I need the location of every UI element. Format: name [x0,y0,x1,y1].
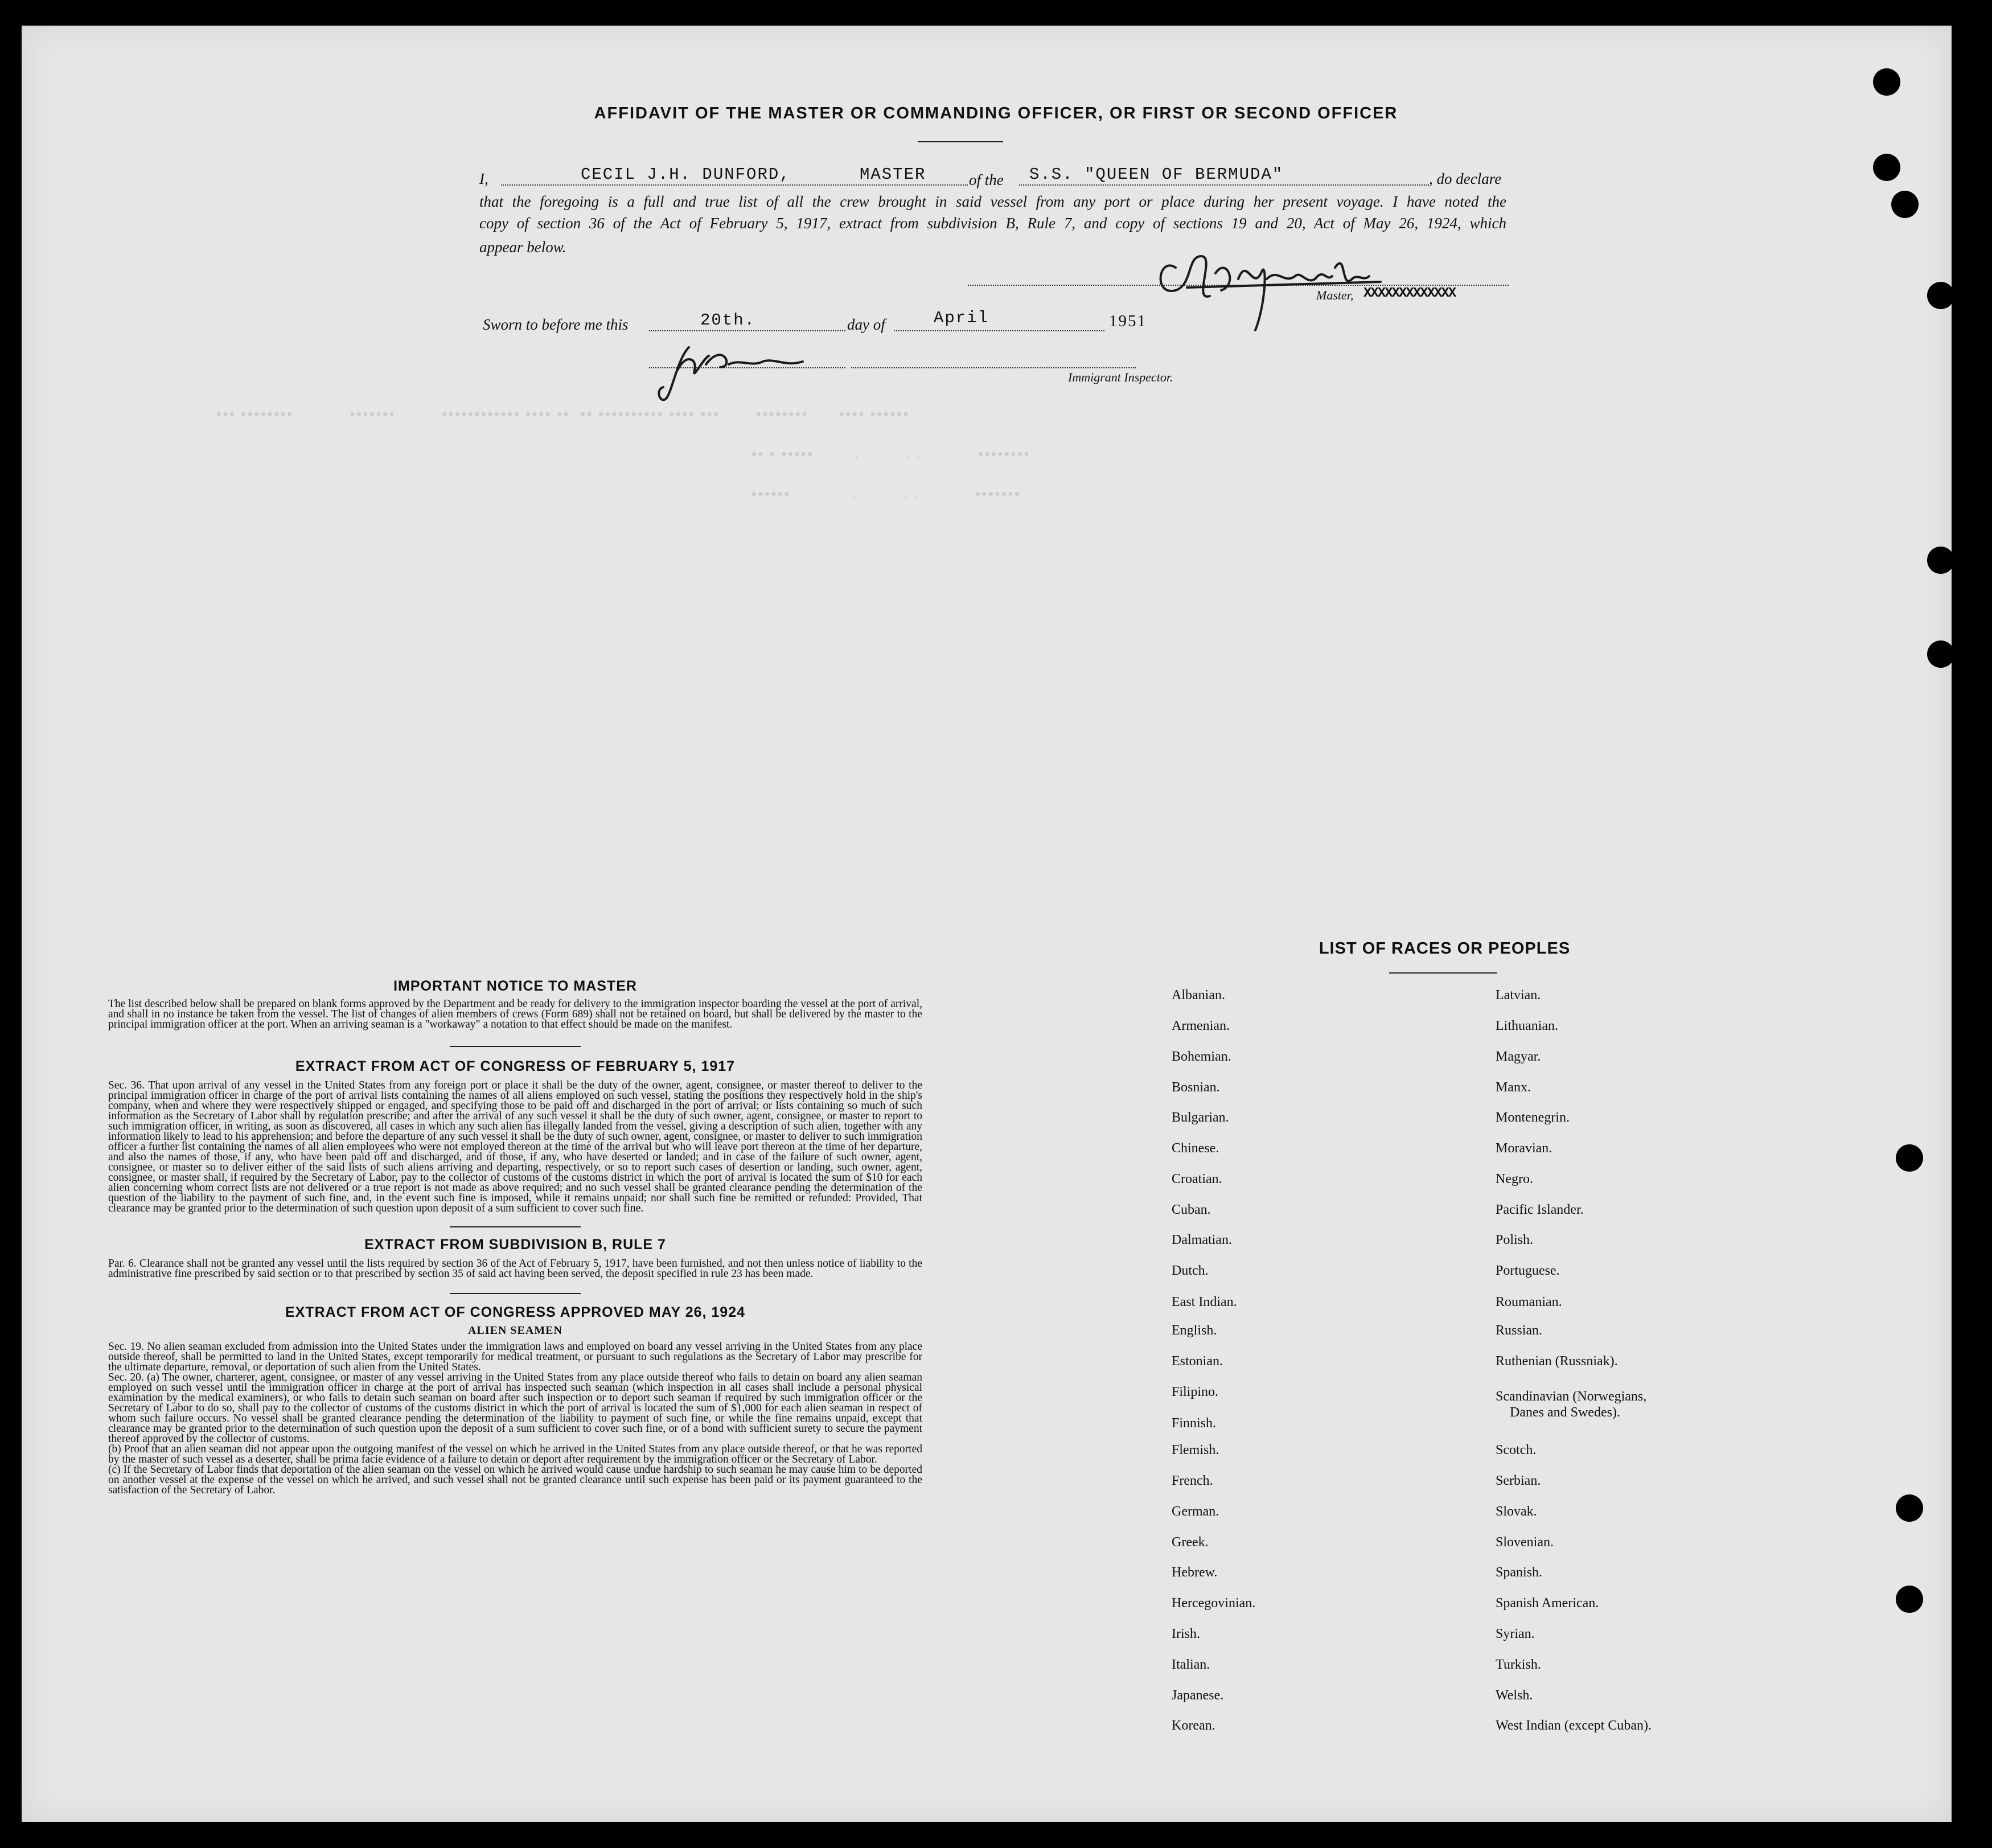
officer-rank: MASTER [860,165,926,184]
declaration-i-label: I, [479,170,488,187]
punch-hole [1927,547,1954,574]
race-item: Filipino. [1172,1385,1219,1399]
vessel-name: S.S. "QUEEN OF BERMUDA" [1029,165,1284,184]
race-item: German. [1172,1504,1219,1519]
race-item: Finnish. [1172,1416,1217,1431]
race-item: Dalmatian. [1172,1233,1232,1247]
officer-name: CECIL J.H. DUNFORD, [581,165,791,184]
officer-name-line [501,184,968,186]
punch-hole [1927,282,1954,309]
sworn-day: 20th. [700,311,756,330]
race-item: French. [1172,1473,1213,1488]
extract-1924-subtitle: ALIEN SEAMEN [468,1324,562,1337]
section-divider [450,1293,581,1294]
race-item: Polish. [1496,1233,1534,1247]
vessel-line [1019,184,1429,186]
race-item: Albanian. [1172,988,1225,1003]
title-divider [918,141,1003,142]
notice-title: IMPORTANT NOTICE TO MASTER [393,978,637,994]
race-item: Korean. [1172,1718,1215,1733]
race-item: Latvian. [1496,988,1541,1003]
rule7-title: EXTRACT FROM SUBDIVISION B, RULE 7 [364,1237,666,1252]
race-item: Turkish. [1496,1657,1541,1672]
race-item: Bulgarian. [1172,1110,1229,1125]
document-page [22,26,1952,1822]
inspector-signature-line-2 [851,367,1136,368]
race-item: Lithuanian. [1496,1019,1558,1033]
race-item: Hercegovinian. [1172,1596,1256,1611]
master-struck-title: XXXXXXXXXXXXX [1363,286,1456,301]
master-signature [1153,233,1392,336]
race-item: English. [1172,1323,1217,1338]
punch-hole [1873,154,1900,181]
extract-1924-sec20b: (b) Proof that an alien seaman did not appear upon the outgoing manifest of the vessel on which he arrived in the United States from any place outside thereof, or that he was reported by the master of such vessel as a deserter, shall be prima facie evidence of a failure to detain or deport after requirement by the immigration officer or the Secretary of Labor. [108,1443,922,1465]
inspector-signature [655,336,814,410]
race-item: Japanese. [1172,1688,1224,1703]
inspector-label: Immigrant Inspector. [1068,370,1173,384]
affidavit-title: AFFIDAVIT OF THE MASTER OR COMMANDING OFFICER, OR FIRST OR SECOND OFFICER [594,104,1398,122]
race-item: Moravian. [1496,1141,1552,1156]
extract-1917-text: Sec. 36. That upon arrival of any vessel in the United States from any foreign port or place it shall be the duty of the owner, agent, consignee, or master thereof to deliver to the principal immigration officer in charge of the port of arrival lists containing the names of all aliens employed on such vessel, stating the positions they respectively hold in the ship's company, when and where they were respectively shipped or engaged, and specifying those to be paid off and discharged in the port of arrival; or lists containing so much of such information as the Secretary of Labor shall by regulation prescribe; and after the arrival of any such vessel it shall be the duty of such owner, agent, consignee, or master to report to such immigration officer, in writing, as soon as discovered, all cases in which any such alien has illegally landed from the vessel, giving a description of such alien, together with any information likely to lead to his apprehension; and before the departure of any such vessel it shall be the duty of such owner, agent, consignee, or master to deliver to such immigration officer a further list containing the names of all alien employees who were not employed thereon at the time of the arrival but who will leave port thereon at the time of her departure, and also the names of those, if any, who have been paid off and discharged, and of those, if any, who have deserted or landed; and in case of the failure of such owner, agent, consignee, or master so to deliver either of the said lists of such aliens arriving and departing, respectively, or so to report such cases of desertion or landing, such owner, agent, consignee, or master shall, if required by the Secretary of Labor, pay to the collector of customs of the customs district in which the port of arrival is located the sum of $10 for each alien concerning whom correct lists are not delivered or a true report is not made as above required; and no such vessel shall be granted clearance pending the determination of the question of the liability to the payment of such fine, and, in the event such fine is imposed, while it remains unpaid; nor shall such fine be remitted or refunded: Provided, That clearance may be granted prior to the determination of such question upon deposit of a sum sufficient to cover such fine. [108,1079,922,1214]
of-the-label: of the [969,171,1004,188]
rule7-text: Par. 6. Clearance shall not be granted any vessel until the lists required by section 36 of the Act of February 5, 1917, have been furnished, and not then unless notice of liability to the administrative fine prescribed by said section or to that prescribed by section 35 of said act having been served, the deposit specified in rule 23 has been made. [108,1258,922,1280]
races-divider [1389,972,1497,974]
race-item: Chinese. [1172,1141,1219,1156]
race-item: Bosnian. [1172,1080,1220,1095]
race-item: Flemish. [1172,1443,1219,1457]
race-item: Syrian. [1496,1627,1535,1641]
punch-hole [1896,1586,1923,1613]
sworn-year: 1951 [1109,312,1147,330]
races-title: LIST OF RACES OR PEOPLES [1319,939,1571,958]
punch-hole [1896,1144,1923,1172]
race-item: Serbian. [1496,1473,1541,1488]
race-item: Scotch. [1496,1443,1537,1457]
race-item: Italian. [1172,1657,1210,1672]
month-line [894,330,1104,331]
race-item: Negro. [1496,1172,1533,1186]
race-item: Pacific Islander. [1496,1202,1584,1217]
extract-1924-sec19: Sec. 19. No alien seaman excluded from admission into the United States under the immigration laws and employed on board any vessel arriving in the United States from any place outside thereof, shall be permitted to land in the United States, except temporarily for medical treatment, or pursuant to such regulations as the Secretary of Labor may prescribe for the ultimate departure, removal, or deportation of such alien from the United States. [108,1341,922,1373]
sworn-month: April [934,309,989,327]
punch-hole [1896,1494,1923,1522]
race-item: Welsh. [1496,1688,1533,1703]
extract-1924-sec20a: Sec. 20. (a) The owner, charterer, agent, consignee, or master of any vessel arriving in the United States from any place outside thereof who fails to detain on board any alien seaman employed on such vessel until the immigration officer in charge at the port of arrival has inspected such seaman (which inspection in all cases shall include a personal physical examination by the medical examiners), or who fails to detain such seaman on board after such inspection or to deport such seaman if required by such immigration officer or the Secretary of Labor to do so, shall pay to the collector of customs of the customs district in which the port of arrival is located the sum of $1,000 for each alien seaman in respect of whom such failure occurs. No vessel shall be granted clearance pending the determination of the liability to payment of such fine, or while the fine remains unpaid, except that clearance may be granted prior to the determination of such question upon the deposit of a sum sufficient to cover such fine, or of a bond with sufficient surety to secure the payment thereof approved by the collector of customs. [108,1371,922,1445]
race-item: Cuban. [1172,1202,1211,1217]
extract-1924-sec20c: (c) If the Secretary of Labor finds that deportation of the alien seaman on the vessel on which he arrived would cause undue hardship to such seaman he may cause him to be deported on another vessel at the expense of the vessel on which he arrived, and such vessel shall not be granted clearance until such expense has been paid or its payment guaranteed to the satisfaction of the Secretary of Labor. [108,1464,922,1496]
section-divider [450,1046,581,1047]
day-line [649,330,845,331]
race-item: Greek. [1172,1535,1209,1550]
race-item: Estonian. [1172,1354,1223,1369]
declaration-line-4: appear below. [479,239,566,256]
race-item: Slovak. [1496,1504,1537,1519]
bleed-through: ▪▪▪▪▪▪ . . . ▪▪▪▪▪▪▪ [751,487,1021,502]
race-item: Ruthenian (Russniak). [1496,1354,1618,1369]
race-item: Dutch. [1172,1263,1209,1278]
day-of-label: day of [847,316,885,333]
race-item: Scandinavian (Norwegians, [1496,1389,1647,1404]
punch-hole [1891,191,1919,218]
master-label: Master, [1316,288,1354,302]
race-item: Manx. [1496,1080,1531,1095]
bleed-through: ▪▪▪ ▪▪▪▪▪▪▪▪ ▪▪▪▪▪▪▪ ▪▪▪▪▪▪▪▪▪▪▪▪ ▪▪▪▪ ▪▪ ▪▪ ▪▪▪▪▪▪▪▪▪▪ ▪▪▪▪ ▪▪▪ ▪▪▪▪▪▪▪▪ ▪▪▪▪ ▪▪▪▪▪▪ [216,407,910,422]
race-item: Croatian. [1172,1172,1222,1186]
race-item: Russian. [1496,1323,1543,1338]
race-item: Bohemian. [1172,1049,1231,1064]
extract-1924-title: EXTRACT FROM ACT OF CONGRESS APPROVED MAY 26, 1924 [285,1304,746,1320]
notice-text: The list described below shall be prepared on blank forms approved by the Department and be ready for delivery to the immigration inspector boarding the vessel at the port of arrival, and shall in no instance be taken from the vessel. The list of changes of alien members of crews (Form 689) shall not be retained on board, but shall be delivered by the master to the principal immigration officer at the port. When an arriving seaman is a "workaway" a notation to that effect should be made on the manifest. [108,998,922,1030]
race-item: Armenian. [1172,1019,1230,1033]
race-item: Irish. [1172,1627,1200,1641]
sworn-label: Sworn to before me this [483,316,629,333]
race-item: Spanish American. [1496,1596,1599,1611]
race-item: Spanish. [1496,1565,1543,1580]
race-item: Hebrew. [1172,1565,1218,1580]
extract-1917-title: EXTRACT FROM ACT OF CONGRESS OF FEBRUARY 5, 1917 [295,1058,736,1074]
bleed-through: ▪▪ ▪ ▪▪▪▪▪ . . . ▪▪▪▪▪▪▪▪ [751,447,1031,462]
race-item: Portuguese. [1496,1263,1560,1278]
do-declare-label: , do declare [1429,170,1502,187]
punch-hole [1927,640,1954,668]
race-item: West Indian (except Cuban). [1496,1718,1652,1733]
declaration-line-3: copy of section 36 of the Act of February 5, 1917, extract from subdivision B, Rule 7, and copy of sections 19 and 20, Act of May 26, 1924, which [479,215,1506,232]
race-item: East Indian. [1172,1295,1237,1309]
race-item-continuation: Danes and Swedes). [1510,1405,1620,1420]
race-item: Magyar. [1496,1049,1541,1064]
race-item: Slovenian. [1496,1535,1554,1550]
important-notice [108,978,922,1496]
section-divider [450,1226,581,1227]
punch-hole [1873,68,1900,96]
race-item: Montenegrin. [1496,1110,1570,1125]
declaration-line-2: that the foregoing is a full and true list of all the crew brought in said vessel from any port or place during her present voyage. I have noted the [479,193,1506,210]
race-item: Roumanian. [1496,1295,1562,1309]
